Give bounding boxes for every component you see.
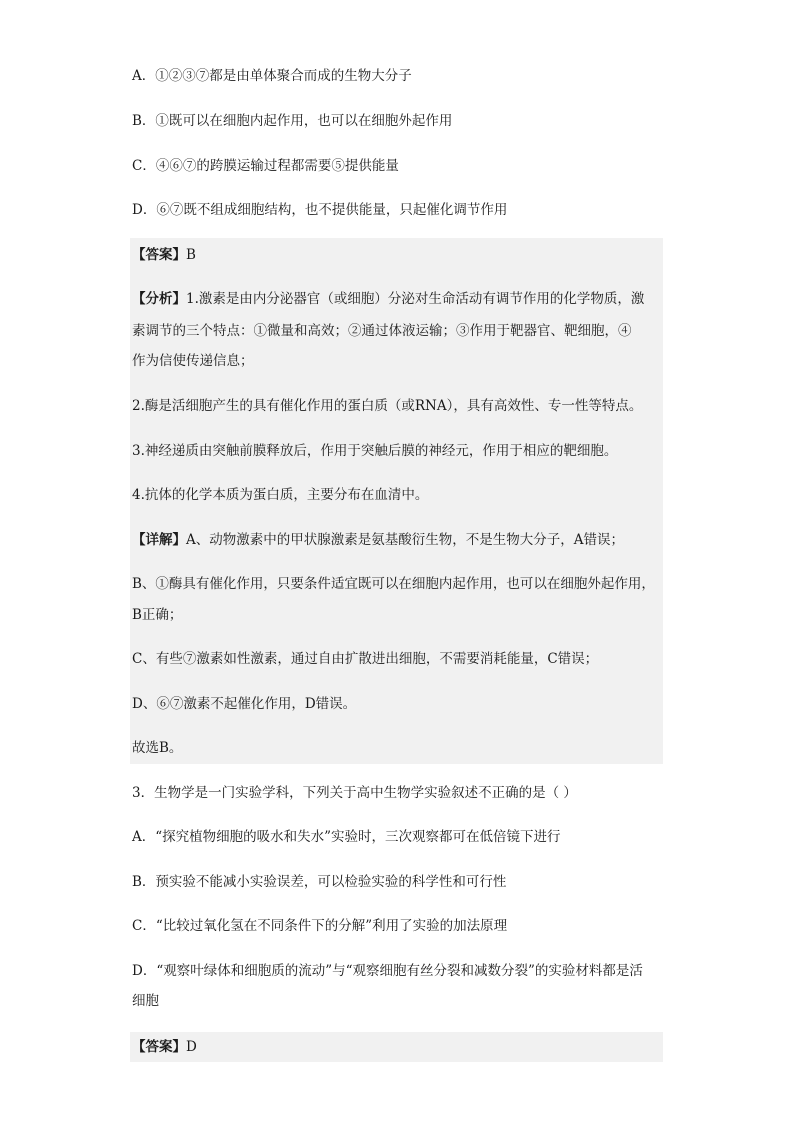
q2-detail-b-line-1: B、①酶具有催化作用，只要条件适宜既可以在细胞内起作用，也可以在细胞外起作用，	[132, 576, 655, 592]
q2-analysis-line-2: 素调节的三个特点：①微量和高效；②通过体液运输；③作用于靶器官、靶细胞，④	[132, 323, 632, 339]
analysis-label: 【分析】	[132, 291, 186, 307]
q2-option-d: D．⑥⑦既不组成细胞结构，也不提供能量，只起催化调节作用	[132, 202, 508, 218]
q2-detail-c: C、有些⑦激素如性激素，通过自由扩散进出细胞，不需要消耗能量，C错误；	[132, 651, 599, 667]
answer-value: D	[186, 1039, 197, 1055]
q3-option-b: B．预实验不能减小实验误差，可以检验实验的科学性和可行性	[132, 874, 507, 890]
q2-detail-a	[132, 529, 662, 551]
q2-option-b: B．①既可以在细胞内起作用，也可以在细胞外起作用	[132, 113, 453, 129]
q2-analysis-line-3: 作为信使传递信息；	[132, 353, 254, 369]
q2-answer	[132, 244, 662, 266]
q2-option-a: A．①②③⑦都是由单体聚合而成的生物大分子	[132, 68, 412, 84]
analysis-text: 1.激素是由内分泌器官（或细胞）分泌对生命活动有调节作用的化学物质，激	[186, 291, 645, 307]
q2-point-4: 4.抗体的化学本质为蛋白质，主要分布在血清中。	[132, 487, 429, 503]
q2-option-c: C．④⑥⑦的跨膜运输过程都需要⑤提供能量	[132, 158, 399, 174]
answer-label: 【答案】	[132, 1039, 186, 1055]
q2-conclusion: 故选B。	[132, 740, 183, 756]
q2-detail-d: D、⑥⑦激素不起催化作用，D错误。	[132, 696, 357, 712]
q3-option-c: C．“比较过氧化氢在不同条件下的分解”利用了实验的加法原理	[132, 918, 508, 934]
detail-label: 【详解】	[132, 532, 186, 548]
q2-point-2: 2.酶是活细胞产生的具有催化作用的蛋白质（或RNA），具有高效性、专一性等特点。	[132, 398, 643, 414]
q3-stem: 3．生物学是一门实验学科，下列关于高中生物学实验叙述不正确的是（ ）	[132, 785, 577, 801]
q2-detail-b-line-2: B正确；	[132, 607, 183, 623]
q3-option-d-line-1: D．“观察叶绿体和细胞质的流动”与“观察细胞有丝分裂和减数分裂”的实验材料都是活	[132, 963, 643, 979]
answer-label: 【答案】	[132, 247, 186, 263]
q2-analysis-line-1	[132, 288, 662, 310]
answer-value: B	[186, 247, 196, 263]
detail-a-text: A、动物激素中的甲状腺激素是氨基酸衍生物，不是生物大分子，A错误；	[186, 532, 624, 548]
q3-option-d-line-2: 细胞	[132, 993, 159, 1009]
q3-option-a: A．“探究植物细胞的吸水和失水”实验时，三次观察都可在低倍镜下进行	[132, 829, 561, 845]
q3-answer	[132, 1036, 662, 1058]
q2-point-3: 3.神经递质由突触前膜释放后，作用于突触后膜的神经元，作用于相应的靶细胞。	[132, 443, 618, 459]
